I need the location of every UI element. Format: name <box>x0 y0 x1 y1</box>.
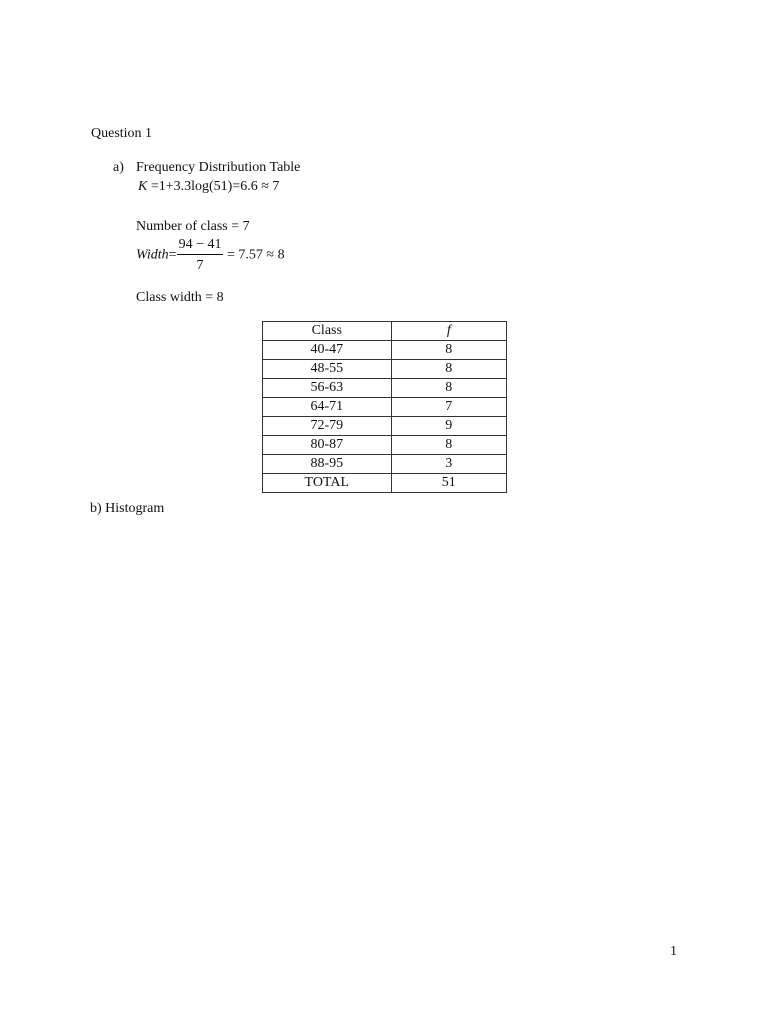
width-formula-lhs: Width <box>136 247 169 263</box>
table-cell-class: 40-47 <box>263 341 392 360</box>
table-cell-class: 48-55 <box>263 360 392 379</box>
table-cell-class: 80-87 <box>263 436 392 455</box>
table-cell-class: 64-71 <box>263 398 392 417</box>
table-header-f: f <box>391 322 506 341</box>
table-header-row <box>263 322 507 341</box>
table-cell-f: 9 <box>391 417 506 436</box>
table-row <box>263 341 507 360</box>
k-formula-rhs: =1+3.3log(51)=6.6 <box>150 179 258 194</box>
table-row <box>263 360 507 379</box>
width-formula-result: = 7.57 <box>226 247 263 263</box>
table-row <box>263 455 507 474</box>
table-cell-class: 88-95 <box>263 455 392 474</box>
question-title: Question 1 <box>91 126 153 141</box>
table-cell-f: 3 <box>391 455 506 474</box>
table-header-class: Class <box>263 322 392 341</box>
k-formula-approx: ≈ 7 <box>261 179 280 194</box>
table-cell-f: 8 <box>391 379 506 398</box>
k-formula-lhs: K <box>138 179 148 194</box>
table-row <box>263 398 507 417</box>
width-formula-eq: = <box>168 247 177 263</box>
table-cell-f: 8 <box>391 341 506 360</box>
width-formula-approx: ≈ 8 <box>266 247 285 263</box>
table-row <box>263 379 507 398</box>
table-total-label: TOTAL <box>263 474 392 493</box>
table-cell-f: 8 <box>391 436 506 455</box>
width-formula <box>136 238 285 273</box>
table-total-value: 51 <box>391 474 506 493</box>
table-cell-class: 72-79 <box>263 417 392 436</box>
table-cell-class: 56-63 <box>263 379 392 398</box>
part-b-heading: b) Histogram <box>90 501 165 516</box>
number-of-class: Number of class = 7 <box>136 219 250 234</box>
table-row <box>263 417 507 436</box>
k-formula <box>138 180 279 194</box>
part-a-marker: a) <box>113 160 124 175</box>
class-width: Class width = 8 <box>136 290 224 305</box>
width-fraction-numerator: 94 − 41 <box>177 238 224 255</box>
table-total-row <box>263 474 507 493</box>
width-fraction <box>177 238 224 273</box>
frequency-table <box>262 321 507 493</box>
part-a-heading: Frequency Distribution Table <box>136 160 301 175</box>
table-cell-f: 7 <box>391 398 506 417</box>
table-cell-f: 8 <box>391 360 506 379</box>
page-number: 1 <box>670 944 677 959</box>
width-fraction-denominator: 7 <box>196 258 204 273</box>
table-row <box>263 436 507 455</box>
